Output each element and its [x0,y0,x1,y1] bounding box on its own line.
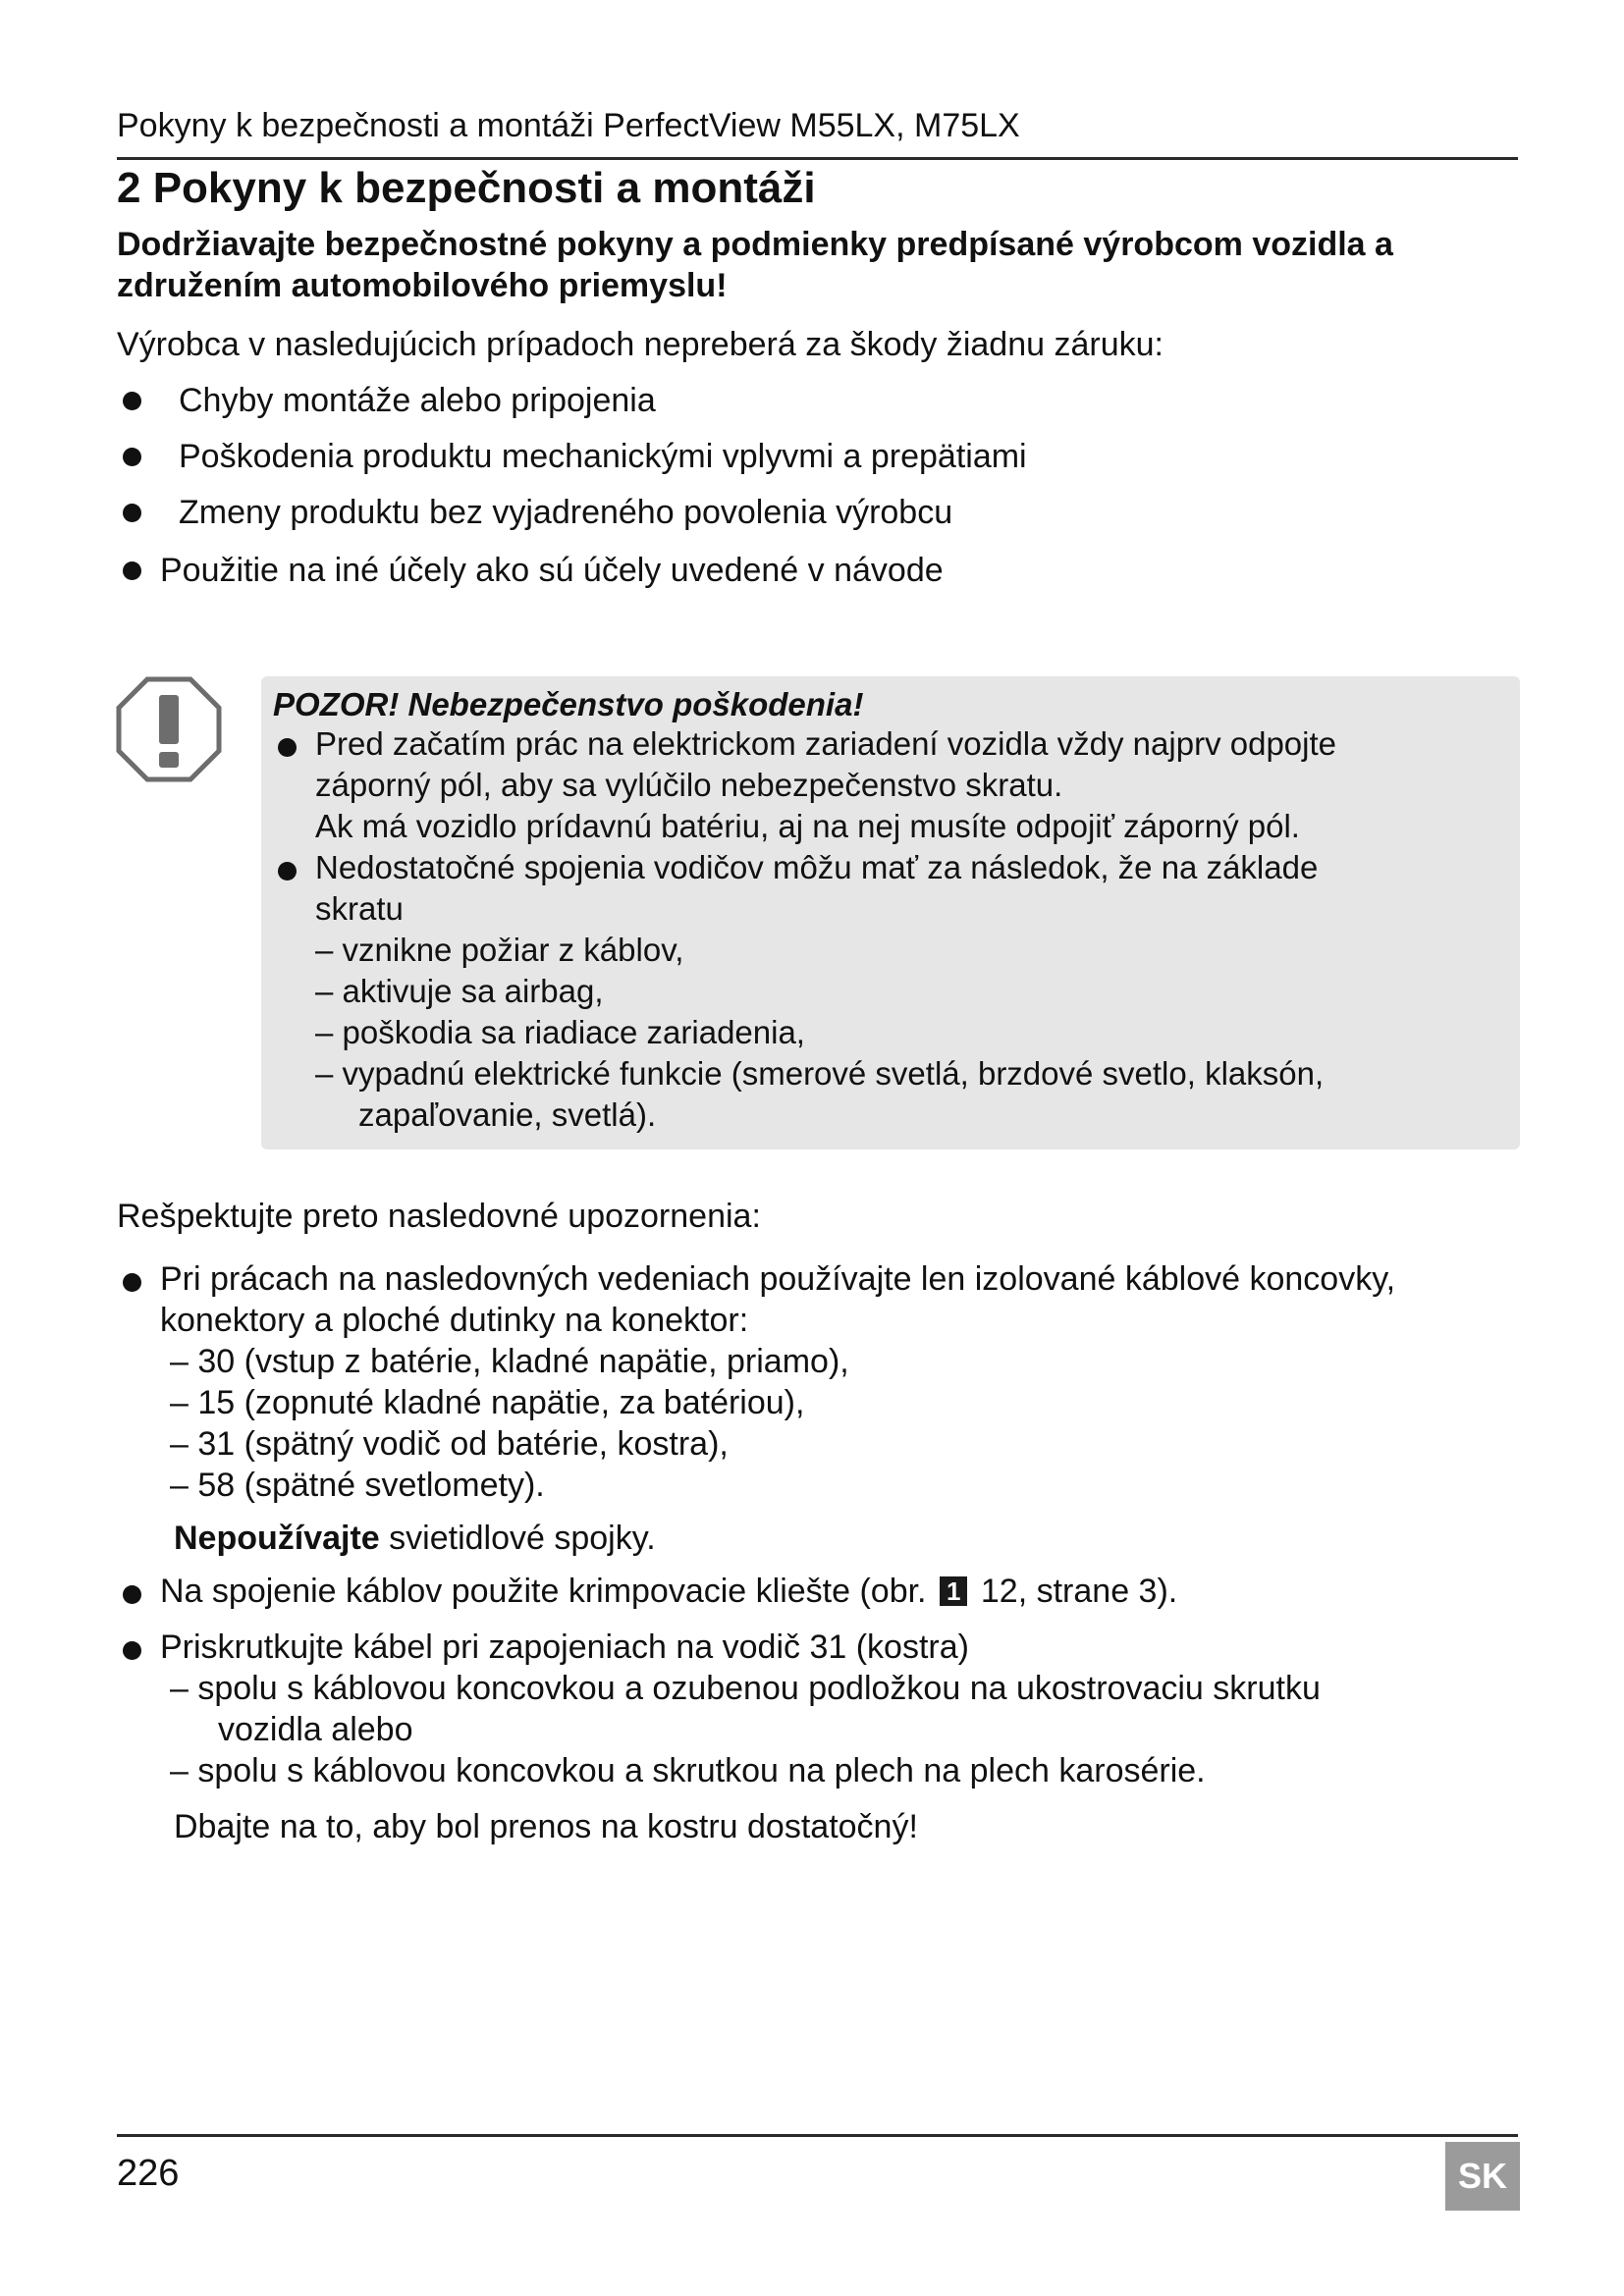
list-item-text: Zmeny produktu bez vyjadreného povolenia výrobcu [179,494,953,531]
warning-text: Ak má vozidlo prídavnú batériu, aj na nej musíte odpojiť záporný pól. [315,808,1300,844]
bullet-icon [278,738,297,757]
bullet-icon [123,561,141,580]
respect-text: Rešpektujte preto nasledovné upozornenia: [117,1198,761,1235]
consequence-item: – poškodia sa riadiace zariadenia, [315,1014,805,1050]
bullet-icon [123,392,141,410]
list-item-text: Poškodenia produktu mechanickými vplyvmi a prepätiami [179,438,1027,475]
warning-text: Pred začatím prác na elektrickom zariadení vozidla vždy najprv odpojte [315,725,1336,762]
closing-text: Dbajte na to, aby bol prenos na kostru dostatočný! [174,1808,918,1845]
warning-title: POZOR! Nebezpečenstvo poškodenia! [273,686,864,722]
wire-item: – 30 (vstup z batérie, kladné napätie, priamo), [170,1343,849,1380]
warning-text: skratu [315,890,404,927]
consequence-item: zapaľovanie, svetlá). [358,1096,657,1133]
instruction-text: Priskrutkujte kábel pri zapojeniach na vodič 31 (kostra) [160,1629,969,1666]
warning-text: záporný pól, aby sa vylúčilo nebezpečenstvo skratu. [315,767,1063,803]
wire-item: – 15 (zopnuté kladné napätie, za batériou), [170,1384,805,1421]
ground-item: – spolu s káblovou koncovkou a ozubenou podložkou na ukostrovaciu skrutku [170,1670,1321,1707]
wire-item: – 31 (spätný vodič od batérie, kostra), [170,1425,729,1463]
ground-item: vozidla alebo [218,1711,413,1748]
bullet-icon [123,1273,141,1292]
instruction-part: Na spojenie káblov použite krimpovacie kliešte (obr. [160,1573,927,1610]
list-item-text: Použitie na iné účely ako sú účely uvedené v návode [160,552,944,589]
warning-box [261,676,1520,1149]
language-badge: SK [1445,2142,1520,2211]
bullet-icon [123,1641,141,1660]
warning-octagon-icon [115,675,223,783]
instruction-part: 12, strane 3). [980,1573,1178,1610]
no-use-note [174,1518,656,1559]
consequence-item: – aktivuje sa airbag, [315,973,604,1009]
no-use-bold: Nepoužívajte [174,1520,380,1557]
list-item-text: Chyby montáže alebo pripojenia [179,382,656,419]
no-use-rest: svietidlové spojky. [379,1520,656,1557]
running-header: Pokyny k bezpečnosti a montáži PerfectView M55LX, M75LX [117,107,1020,144]
bullet-icon [123,448,141,466]
wire-item: – 58 (spätné svetlomety). [170,1467,545,1504]
page-number: 226 [117,2153,180,2194]
instruction-text [160,1571,1177,1612]
consequence-item: – vznikne požiar z káblov, [315,932,684,968]
instruction-text: Pri prácach na nasledovných vedeniach používajte len izolované káblové koncovky, [160,1260,1396,1298]
intro-bold-text: Dodržiavajte bezpečnostné pokyny a podmienky predpísané výrobcom vozidla a združením automobilového priemyslu! [117,226,1393,304]
ground-item: – spolu s káblovou koncovkou a skrutkou na plech na plech karosérie. [170,1752,1206,1789]
bullet-icon [278,862,297,881]
consequence-item: – vypadnú elektrické funkcie (smerové svetlá, brzdové svetlo, klaksón, [315,1055,1325,1092]
warning-text: Nedostatočné spojenia vodičov môžu mať za následok, že na základe [315,849,1319,885]
bullet-icon [123,504,141,522]
instruction-text: konektory a ploché dutinky na konektor: [160,1302,749,1339]
intro-text: Výrobca v nasledujúcich prípadoch nepreberá za škody žiadnu záruku: [117,326,1164,363]
footer-rule [117,2134,1518,2137]
figure-ref-badge: 1 [940,1576,967,1606]
section-title: 2 Pokyny k bezpečnosti a montáži [117,164,816,212]
bullet-icon [123,1585,141,1604]
